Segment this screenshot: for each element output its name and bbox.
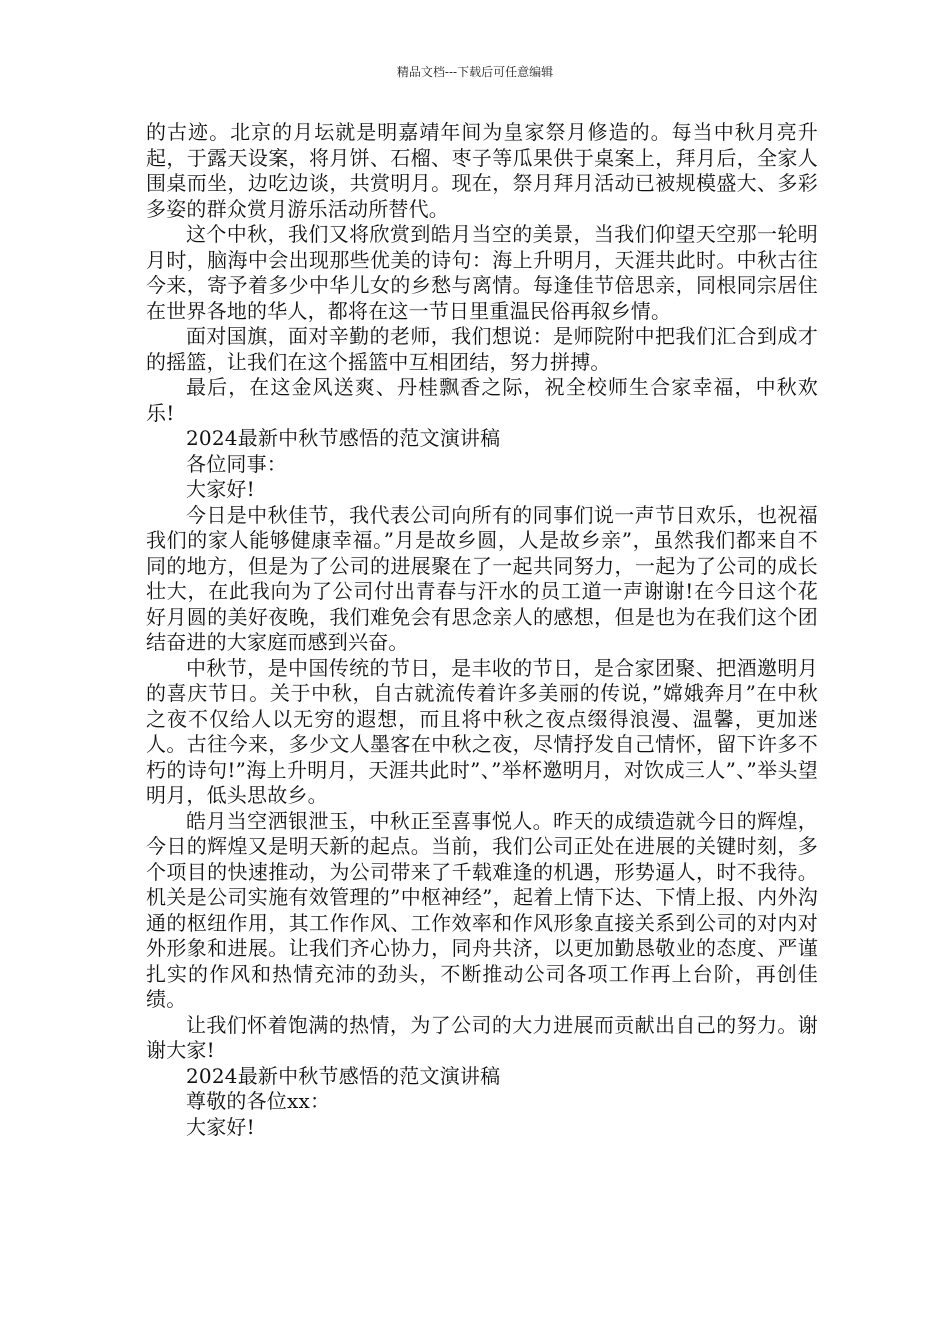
- section-title: 2024最新中秋节感悟的范文演讲稿: [186, 426, 501, 450]
- paragraph: 今日是中秋佳节，我代表公司向所有的同事们说一声节日欢乐，也祝福我们的家人能够健康幸福。”月是故乡圆，人是故乡亲”，虽然我们都来自不同的地方，但是为了公司的进展聚在了一起共同努力，一起为了公司的成长壮大，在此我向为了公司付出青春与汗水的员工道一声谢谢!在今日这个花好月圆的美好夜晚，我们难免会有思念亲人的感想，但是也为在我们这个团结奋进的大家庭而感到兴奋。: [146, 502, 818, 654]
- greeting: 大家好!: [186, 1114, 255, 1139]
- paragraph: 中秋节，是中国传统的节日，是丰收的节日，是合家团聚、把酒邀明月的喜庆节日。关于中秋，自古就流传着许多美丽的传说，”嫦娥奔月”在中秋之夜不仅给人以无穷的遐想，而且将中秋之夜点缀得浪漫、温馨，更加迷人。古往今来，多少文人墨客在中秋之夜，尽情抒发自己情怀，留下许多不朽的诗句!”海上升明月，天涯共此时”、”举杯邀明月，对饮成三人”、”举头望明月，低头思故乡。: [146, 655, 818, 807]
- greeting: 大家好!: [186, 477, 255, 501]
- salutation: 各位同事：: [186, 451, 287, 476]
- paragraph: 让我们怀着饱满的热情，为了公司的大力进展而贡献出自己的努力。谢谢大家!: [146, 1012, 818, 1062]
- paragraph: 的古迹。北京的月坛就是明嘉靖年间为皇家祭月修造的。每当中秋月亮升起，于露天设案，将月饼、石榴、枣子等瓜果供于桌案上，拜月后，全家人围桌而坐，边吃边谈，共赏明月。现在，祭月拜月活动已被规模盛大、多彩多姿的群众赏月游乐活动所替代。: [146, 120, 818, 221]
- page-header: 精品文档---下载后可任意编辑: [396, 65, 554, 79]
- section-title: 2024最新中秋节感悟的范文演讲稿: [186, 1063, 501, 1088]
- document-body: [146, 120, 818, 1140]
- paragraph: 最后，在这金风送爽、丹桂飘香之际，祝全校师生合家幸福，中秋欢乐!: [146, 375, 818, 425]
- paragraph: 面对国旗，面对辛勤的老师，我们想说：是师院附中把我们汇合到成才的摇篮，让我们在这个摇篮中互相团结，努力拼搏。: [146, 324, 818, 374]
- paragraph: 皓月当空洒银泄玉，中秋正至喜事悦人。昨天的成绩造就今日的辉煌，今日的辉煌又是明天新的起点。当前，我们公司正处在进展的关键时刻，多个项目的快速推动，为公司带来了千载难逢的机遇，形势逼人，时不我待。机关是公司实施有效管理的”中枢神经”，起着上情下达、下情上报、内外沟通的枢纽作用，其工作作风、工作效率和作风形象直接关系到公司的对内对外形象和进展。让我们齐心协力，同舟共济，以更加勤恳敬业的态度、严谨扎实的作风和热情充沛的劲头，不断推动公司各项工作再上台阶，再创佳绩。: [146, 808, 818, 1011]
- paragraph: 这个中秋，我们又将欣赏到皓月当空的美景，当我们仰望天空那一轮明月时，脑海中会出现那些优美的诗句：海上升明月，天涯共此时。中秋古往今来，寄予着多少中华儿女的乡愁与离情。每逢佳节倍思亲，同根同宗居住在世界各地的华人，都将在这一节日里重温民俗再叙乡情。: [146, 222, 818, 323]
- salutation: 尊敬的各位xx：: [186, 1089, 331, 1113]
